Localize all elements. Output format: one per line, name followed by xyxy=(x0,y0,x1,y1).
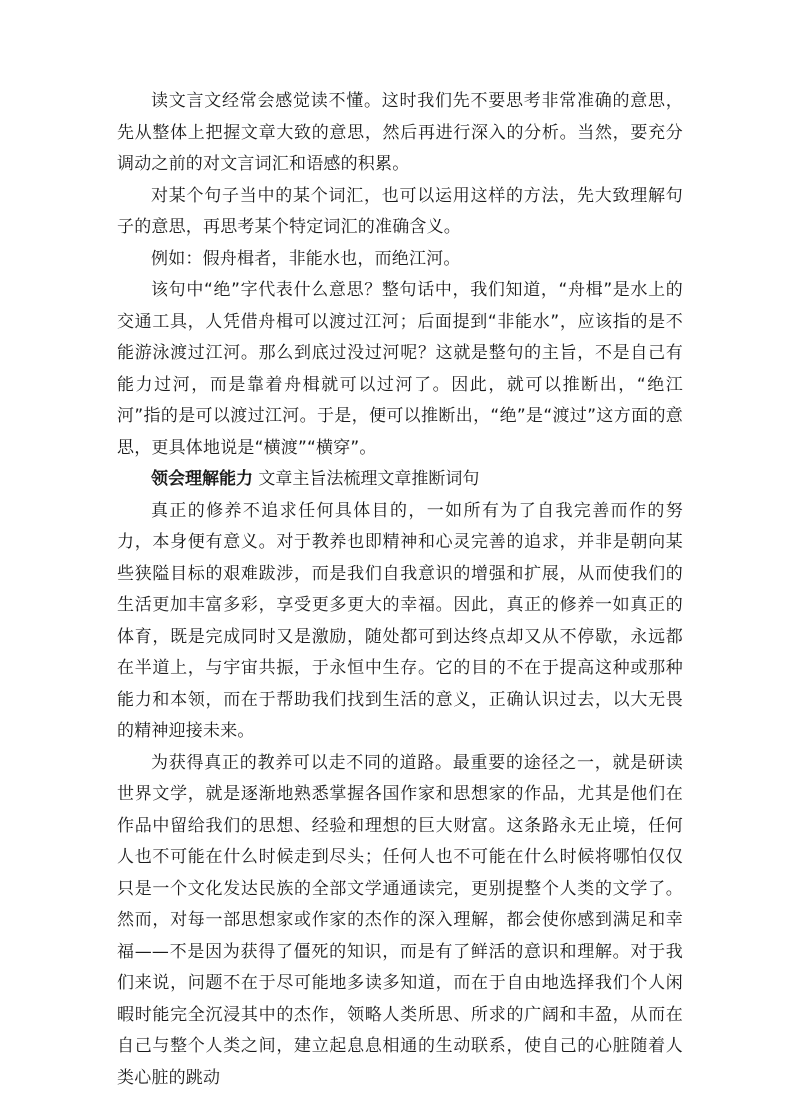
paragraph-example-analysis: 该句中“绝”字代表什么意思？整句话中，我们知道，“舟楫”是水上的交通工具，人凭借舟楫可以渡过江河；后面提到“非能水”，应该指的是不能游泳渡过江河。那么到底过没过河呢？这就是整句的主旨，不是自己有能力过河，而是靠着舟楫就可以过河了。因此，就可以推断出，“绝江河”指的是可以渡过江河。于是，便可以推断出，“绝”是“渡过”这方面的意思，更具体地说是“横渡”“横穿”。 xyxy=(117,275,683,464)
paragraph-word-method: 对某个句子当中的某个词汇，也可以运用这样的方法，先大致理解句子的意思，再思考某个特定词汇的准确含义。 xyxy=(117,181,683,244)
section-heading-subtitle: 文章主旨法梳理文章推断词句 xyxy=(253,469,479,489)
document-page xyxy=(117,86,683,1094)
paragraph-world-literature: 为获得真正的教养可以走不同的道路。最重要的途径之一，就是研读世界文学，就是逐渐地熟悉掌握各国作家和思想家的作品，尤其是他们在作品中留给我们的思想、经验和理想的巨大财富。这条路永无止境，任何人也不可能在什么时候走到尽头；任何人也不可能在什么时候将哪怕仅仅只是一个文化发达民族的全部文学通通读完，更别提整个人类的文学了。然而，对每一部思想家或作家的杰作的深入理解，都会使你感到满足和幸福——不是因为获得了僵死的知识，而是有了鲜活的意识和理解。对于我们来说，问题不在于尽可能地多读多知道，而在于自由地选择我们个人闲暇时能完全沉浸其中的杰作，领略人类所思、所求的广阔和丰盈，从而在自己与整个人类之间，建立起息息相通的生动联系，使自己的心脏随着人类心脏的跳动 xyxy=(117,748,683,1094)
paragraph-example: 例如：假舟楫者，非能水也，而绝江河。 xyxy=(117,244,683,276)
section-heading xyxy=(117,464,683,496)
paragraph-reading-tip: 读文言文经常会感觉读不懂。这时我们先不要思考非常准确的意思，先从整体上把握文章大致的意思，然后再进行深入的分析。当然，要充分调动之前的对文言词汇和语感的积累。 xyxy=(117,86,683,181)
paragraph-true-cultivation: 真正的修养不追求任何具体目的，一如所有为了自我完善而作的努力，本身便有意义。对于教养也即精神和心灵完善的追求，并非是朝向某些狭隘目标的艰难跋涉，而是我们自我意识的增强和扩展，从而使我们的生活更加丰富多彩，享受更多更大的幸福。因此，真正的修养一如真正的体育，既是完成同时又是激励，随处都可到达终点却又从不停歇，永远都在半道上，与宇宙共振，于永恒中生存。它的目的不在于提高这种或那种能力和本领，而在于帮助我们找到生活的意义，正确认识过去，以大无畏的精神迎接未来。 xyxy=(117,496,683,748)
section-heading-title: 领会理解能力 xyxy=(151,469,253,489)
